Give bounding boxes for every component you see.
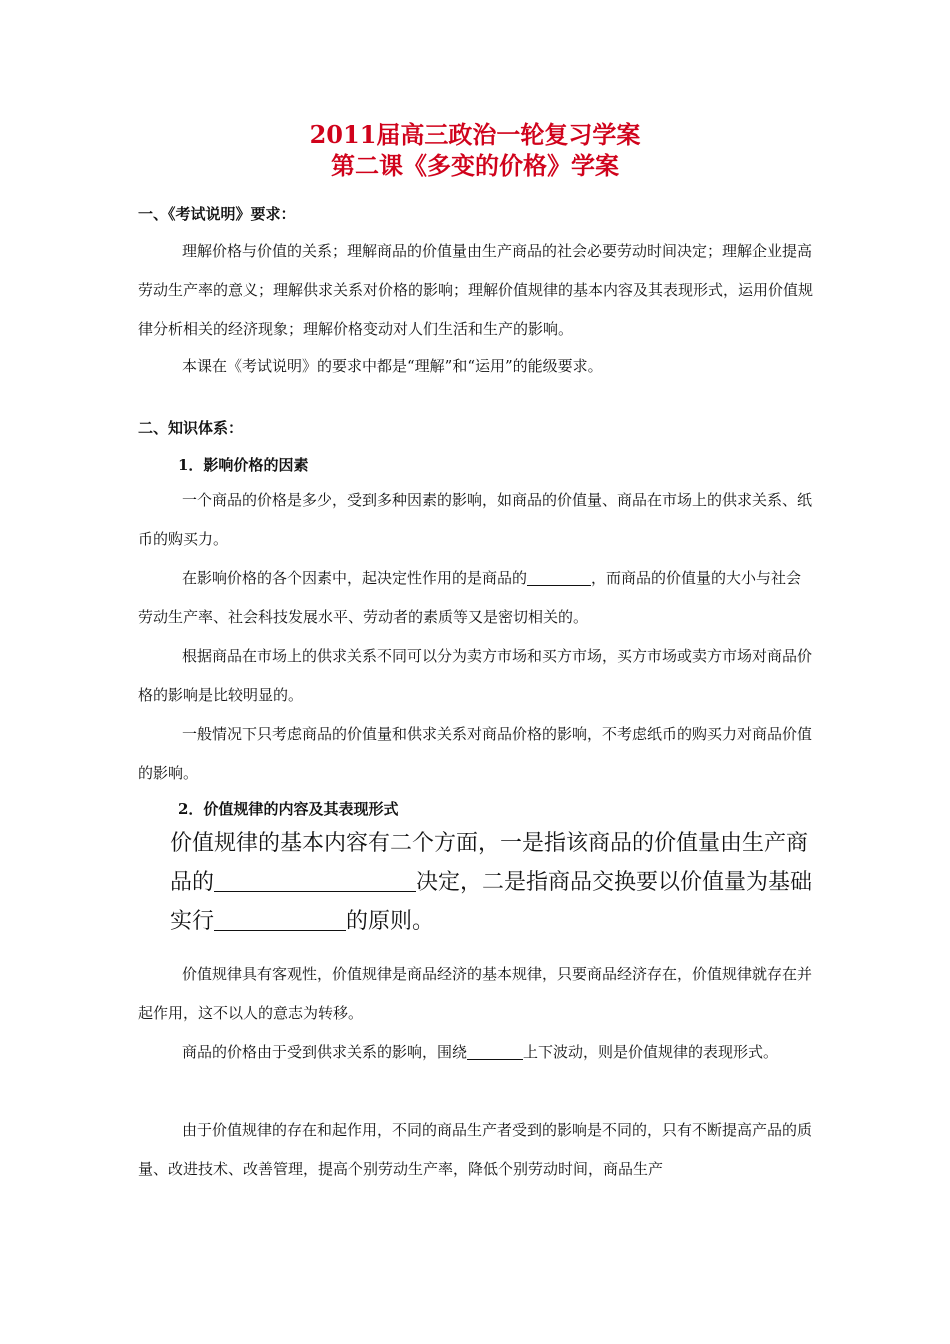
section2-para7: 由于价值规律的存在和起作用，不同的商品生产者受到的影响是不同的，只有不断提高产品的质量、改进技术、改善管理，提高个别劳动生产率，降低个别劳动时间，商品生产 [138, 1121, 813, 1178]
section2-para2: 在影响价格的各个因素中，起决定性作用的是商品的 ，而商品的价值量的大小与社会劳动生产率、社会科技发展水平、劳动者的素质等又是密切相关的。 [138, 569, 802, 626]
section1-heading: 一、《考试说明》要求： [138, 205, 296, 223]
fill-blank[interactable] [527, 570, 591, 586]
section2-para1: 一个商品的价格是多少，受到多种因素的影响，如商品的价值量、商品在市场上的供求关系、纸币的购买力。 [138, 491, 813, 548]
section2-para5: 价值规律具有客观性，价值规律是商品经济的基本规律，只要商品经济存在，价值规律就存在并起作用，这不以人的意志为转移。 [138, 965, 813, 1022]
section1-para2: 本课在《考试说明》的要求中都是“理解”和“运用”的能级要求。 [182, 357, 603, 375]
section1-para1: 理解价格与价值的关系；理解商品的价值量由生产商品的社会必要劳动时间决定；理解企业提高劳动生产率的意义；理解供求关系对价格的影响；理解价值规律的基本内容及其表现形式，运用价值规律分析相关的经济现象；理解价格变动对人们生活和生产的影响。 [138, 242, 814, 338]
doc-subtitle: 第二课《多变的价格》学案 [331, 151, 619, 180]
section2-para3: 根据商品在市场上的供求关系不同可以分为卖方市场和买方市场，买方市场或卖方市场对商品价格的影响是比较明显的。 [138, 647, 813, 704]
doc-title: 2011届高三政治一轮复习学案 [309, 120, 641, 149]
fill-blank[interactable] [214, 908, 346, 931]
section2-para6: 商品的价格由于受到供求关系的影响，围绕 上下波动，则是价值规律的表现形式。 [182, 1043, 779, 1061]
subheading-price-factors: 1．影响价格的因素 [178, 456, 309, 474]
fill-blank[interactable] [214, 869, 416, 892]
subheading-value-law: 2．价值规律的内容及其表现形式 [178, 800, 399, 818]
section2-para4: 一般情况下只考虑商品的价值量和供求关系对商品价格的影响，不考虑纸币的购买力对商品价值的影响。 [138, 725, 813, 782]
fill-blank[interactable] [467, 1044, 523, 1060]
section2-heading: 二、知识体系： [138, 419, 244, 437]
value-law-paragraph: 价值规律的基本内容有二个方面，一是指该商品的价值量由生产商品的 决定，二是指商品交换要以价值量为基础实行 的原则。 [170, 831, 813, 934]
